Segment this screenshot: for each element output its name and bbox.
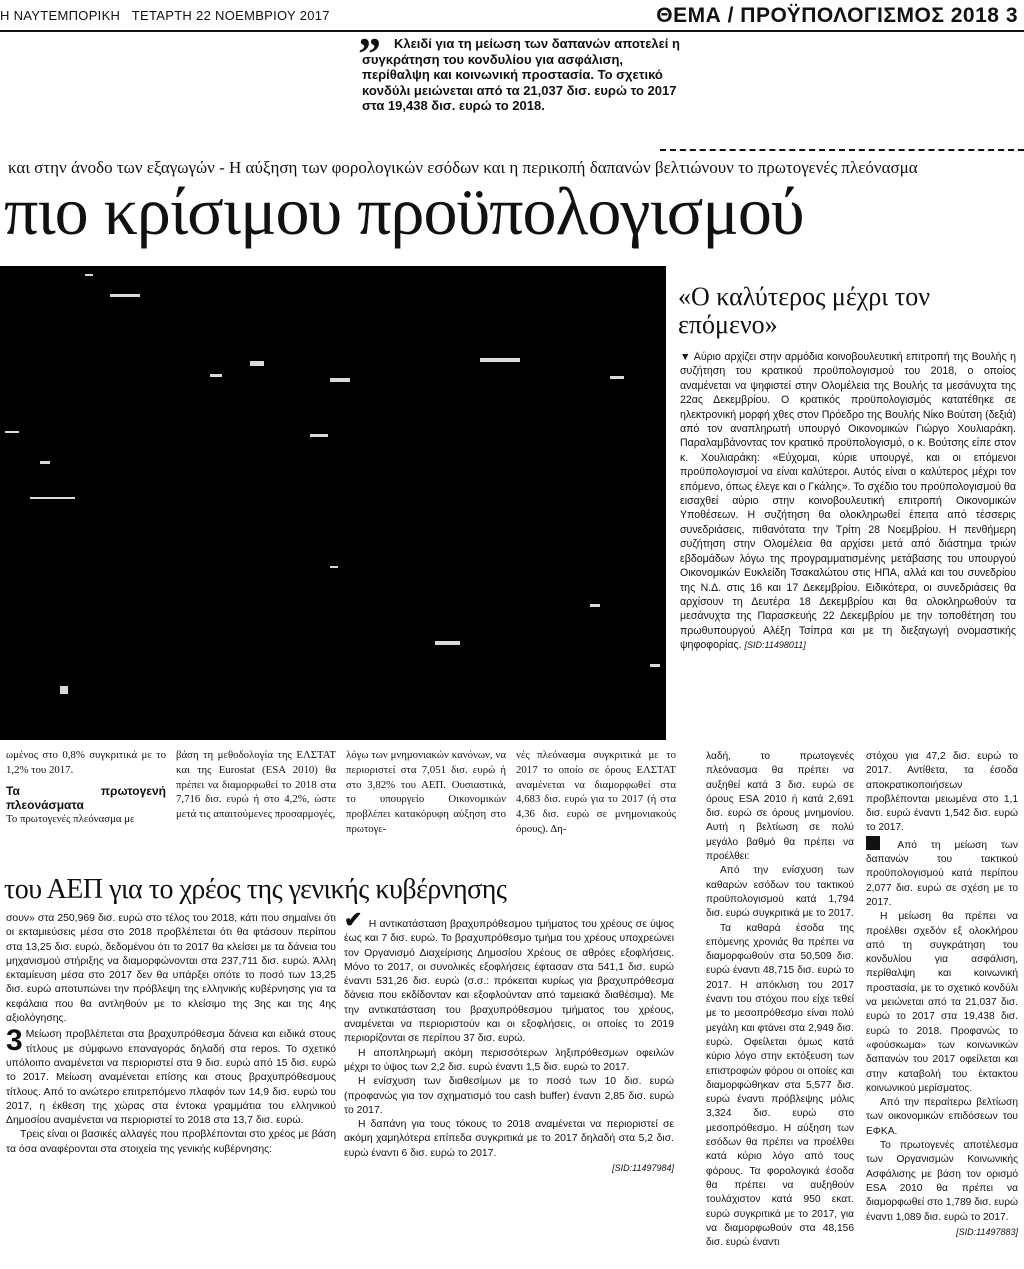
section-title: ΘΕΜΑ / ΠΡΟΫΠΟΛΟΓΙΣΜΟΣ 2018: [656, 4, 1000, 27]
article-column-1: [6, 748, 166, 826]
kicker: και στην άνοδο των εξαγωγών - Η αύξηση των φορολογικών εσόδων και η περικοπή δαπανών βελτιώνουν το πρωτογενές πλεόνασμα: [8, 158, 918, 177]
article-column-right-2: [866, 750, 1018, 1240]
paragraph: σουν» στα 250,969 δισ. ευρώ στο τέλος του 2018, κάτι που σημαίνει ότι οι εκταμιεύσεις μέσα στο 2018 προβλέπεται ότι θα φτάσουν περίπου στα 13,25 δισ. ευρώ, δεδομένου ότι το 2017 θα κλείσει με τα δάνεια του μηχανισμού στήριξης να διαμορφώνονται στα 237,711 δισ. ευρώ. Άλλη εκταμίευση μέσα στο 2017 δεν θα υπάρξει οπότε το ποσό των 13,25 δισ. ευρώ αποτυπώνει την πρόβλεψη της ελληνικής κυβέρνησης για τα κεφάλαια που θα αντληθούν με το κλείσιμο της 3ης και της 4ης αξιολόγησης.: [6, 913, 336, 1025]
paragraph: [6, 1024, 336, 1128]
paragraph: Από την περαίτερω βελτίωση των οικονομικών επιδόσεων του ΕΦΚΑ.: [866, 1097, 1018, 1137]
story-id: [SID:11497984]: [612, 1163, 674, 1174]
header-rule: [0, 30, 1024, 32]
paragraph: Από την ενίσχυση των καθαρών εσόδων του τακτικού προϋπολογισμού κατά 1,794 δισ. ευρώ συγκριτικά με το 2017.: [706, 865, 854, 920]
paragraph: λαδή, το πρωτογενές πλεόνασμα θα πρέπει να αυξηθεί κατά 3 δισ. ευρώ σε όρους ESA 2010 ή κατά 2,691 δισ. ευρώ σε όρους μνημονίου. Αυτή η βελτίωση σε πολύ μεγάλο βαθμό θα πρέπει να προέλθει:: [706, 751, 854, 863]
sidebar-body-text: Αύριο αρχίζει στην αρμόδια κοινοβουλευτική επιτροπή της Βουλής η συζήτηση του κρατικού προϋπολογισμού του 2018, ο οποίος αναμένεται να ψηφιστεί στην Ολομέλεια της Βουλής τα μεσάνυχτα της 22ας Δεκεμβρίου. Ο κρατικός προϋπολογισμός κατατέθηκε σε ηλεκτρονική μορφή χθες στον Πρόεδρο της Βουλής Νίκο Βούτση (δεξιά) από τον αναπληρωτή υπουργό Οικονομικών Γιώργο Χουλιαράκη. Παραλαμβάνοντας τον κρατικό προϋπολογισμό, ο κ. Βούτσης είπε στον κ. Χουλιαράκη: «Εύχομαι, κύριε υπουργέ, και οι επόμενοι προϋπολογισμοί να είναι καλύτεροι. Αυτός είναι ο καλύτερος μέχρι τον επόμενο, όπως έλεγε και ο Γκάλης». Το σχέδιο του προϋπολογισμού θα εισαχθεί αύριο στην κοινοβουλευτική επιτροπή Οικονομικών Υποθέσεων. Η συζήτηση θα ολοκληρωθεί έπειτα από τέσσερις συνεδριάσεις, πιθανότατα την Τρίτη 28 Νοεμβρίου. Η πενθήμερη συζήτηση στην Ολομέλεια θα αρχίσει μετά από διάστημα τριών εβδομάδων λόγω της προγραμματισμένης μετάβασης του υπουργού Οικονομικών Ευκλείδη Τσακαλώτου στις ΗΠΑ, αλλά και του συνεδρίου της Ν.Δ. στις 16 και 17 Δεκεμβρίου. Ειδικότερα, οι συνεδριάσεις θα αρχίσουν τη Δευτέρα 18 Δεκεμβρίου και θα ολοκληρωθούν τα μεσάνυχτα της Παρασκευής 22 Δεκεμβρίου με την τοποθέτηση του πρωθυπουργού Αλέξη Τσίπρα και με τη διεξαγωγή ονομαστικής ψηφοφορίας.: [680, 351, 1016, 652]
decorative-dashes: [660, 149, 1024, 151]
masthead: [0, 8, 330, 23]
article-column-4: νές πλεόνασμα συγκριτικά με το 2017 το οποίο σε όρους ΕΛΣΤΑΤ αναμένεται να διαμορφωθεί στα 4,683 δισ. ευρώ για το 2017 (ή στα 4,36 δισ. ευρώ σε μνημονιακούς όρους). Δη-: [516, 749, 676, 835]
article-column-2: βάση τη μεθοδολογία της ΕΛΣΤΑΤ και της Eurostat (ESA 2010) θα πρέπει να διαμορφωθεί το 2018 στα 7,716 δισ. ευρώ ή στο 4,2%, ώστε μετά τις απαιτούμενες προσαρμογές,: [176, 749, 336, 821]
debt-article-mid: [344, 907, 675, 1176]
paragraph: Τρεις είναι οι βασικές αλλαγές που προβλέπονται στο χρέος με βάση τα όσα αναφέρονται στα στοιχεία της γενικής κυβέρνησης:: [6, 1129, 336, 1155]
paragraph: Το πρωτογενές αποτέλεσμα των Οργανισμών Κοινωνικής Ασφάλισης με βάση τον ορισμό ESA 2010 θα πρέπει να διαμορφωθεί στο 1,789 δισ. ευρώ έναντι 1,089 δισ. ευρώ το 2017.: [866, 1140, 1018, 1223]
paragraph: Η αποπληρωμή ακόμη περισσότερων ληξιπρόθεσμων οφειλών μέχρι το ύψος των 2,2 δισ. ευρώ έναντι 1,5 δισ. ευρώ το 2017.: [344, 1047, 674, 1073]
paragraph-text: Από τη μείωση των δαπανών του τακτικού προϋπολογισμού κατά περίπου 2,077 δισ. ευρώ σε σχέση με το 2017.: [866, 839, 1018, 908]
photo-noise: [0, 266, 666, 740]
sidebar-article: [680, 350, 1016, 653]
article-column-3: λόγω των μνημονιακών κανόνων, να περιοριστεί στα 7,051 δισ. ευρώ ή στο 3,82% του ΑΕΠ. Ουσιαστικά, το υπουργείο Οικονομικών προβλέπει κατακόρυφη αύξηση στο πρωτογε-: [346, 749, 506, 835]
column-text: ωμένος στο 0,8% συγκριτικά με το 1,2% του 2017.: [6, 749, 166, 776]
issue-date: ΤΕΤΑΡΤΗ 22 ΝΟΕΜΒΡΙΟΥ 2017: [131, 8, 330, 23]
headline: πιο κρίσιμου προϋπολογισμού: [4, 173, 804, 249]
column-text: Το πρωτογενές πλεόνασμα με: [6, 812, 135, 825]
paragraph-text: Μείωση προβλέπεται στα βραχυπρόθεσμα δάνεια και ειδικά στους τίτλους με σύμφωνο επαναγοράς δηλαδή στα repos. Το σχετικό υπόλοιπο αναμένεται να περιοριστεί στα 9 δισ. ευρώ από 15 δισ. ευρώ το 2017. Μείωση αναμένεται επίσης και στους βραχυπρόθεσμους τίτλους. Από το ανώτερο επιτρεπόμενο πλαφόν των 14,9 δισ. ευρώ του 2017, η έκθεση της χώρας στα έντοκα γραμμάτια του ελληνικού Δημοσίου αναμένεται να περιοριστεί το 2018 στα 13,7 δισ. ευρώ.: [6, 1029, 336, 1127]
quote-mark-icon: ”: [358, 28, 381, 79]
drop-cap: 3: [6, 1024, 23, 1058]
news-photo: [0, 266, 666, 740]
checkmark-icon: ✔: [344, 907, 363, 932]
story-id: [SID:11498011]: [744, 640, 806, 651]
section-header: [656, 4, 1018, 28]
sub-heading: Τα πρωτογενή πλεονάσματα: [6, 783, 166, 812]
paragraph: [866, 836, 1018, 910]
paragraph-text: Η αντικατάσταση βραχυπρόθεσμου τμήματος του χρέους σε ύψος έως και 7 δισ. ευρώ. Το βραχυπρόθεσμο τμήμα του χρέους υποχρεώνει τον Οργανισμό Διαχείρισης Δημοσίου Χρέους σε αθρόες εξοφλήσεις. Μόνο το 2017, οι συνολικές εξοφλήσεις έφτασαν στα 541,1 δισ. ευρώ έναντι 531,26 δισ. ευρώ (σ.σ.: πρόκειται κυρίως για βραχυπρόθεσμα δάνεια που εκδίδονταν και εξοφλούνταν από ταμειακά διαθέσιμα). Με την αντικατάσταση του βραχυπρόθεσμου τμήματος του χρέους, αναμένεται να περιοριστούν και οι εξοφλήσεις, οι οποίες το 2019 περιορίζονται σε περίπου 37 δισ. ευρώ.: [344, 919, 675, 1045]
paragraph: Η ενίσχυση των διαθεσίμων με το ποσό των 10 δισ. ευρώ (προφανώς για τον σχηματισμό του cash buffer) έναντι 2,85 δισ. ευρώ το 2017.: [344, 1076, 674, 1116]
sidebar-title: «Ο καλύτερος μέχρι τον επόμενο»: [678, 282, 930, 339]
bullet-triangle-icon: ▼: [680, 351, 691, 363]
square-bullet-icon: [866, 836, 880, 850]
publication-name: Η ΝΑΥΤΕΜΠΟΡΙΚΗ: [0, 8, 121, 23]
page-number: 3: [1005, 4, 1018, 27]
paragraph: [344, 907, 675, 1047]
paragraph: Η δαπάνη για τους τόκους το 2018 αναμένεται να περιοριστεί σε ακόμη χαμηλότερα επίπεδα συγκριτικά με το 2017 δηλαδή στα 5,2 δισ. ευρώ έναντι 6 δισ. ευρώ το 2017.: [344, 1119, 674, 1159]
story-id: [SID:11497883]: [956, 1226, 1018, 1237]
paragraph: στόχου για 47,2 δισ. ευρώ το 2017. Αντίθετα, τα έσοδα αποκρατικοποιήσεων προβλέπονται μειωμένα στο 1,1 δισ. ευρώ έναντι 1,542 δισ. ευρώ το 2017.: [866, 751, 1018, 834]
paragraph: Τα καθαρά έσοδα της επόμενης χρονιάς θα πρέπει να διαμορφωθούν στα 50,509 δισ. ευρώ έναντι 48,715 δισ. ευρώ το 2017. Η απόκλιση του 2017 έναντι του στόχου που είχε τεθεί με το μεσοπρόθεσμο είναι πολύ μεγάλη και φτάνει στα 2,949 δισ. ευρώ. Οφείλεται όμως κατά κύριο λόγο στην εκτόξευση των επιστροφών φόρου οι οποίες και διαμορφώθηκαν στα 5,577 δισ. ευρώ έναντι πρόβλεψης μόλις 3,324 δισ. ευρώ στο μεσοπρόθεσμο. Η αύξηση των εσόδων θα πρέπει να προέλθει κατά κύριο λόγο από τους φόρους. Τα φορολογικά έσοδα θα πρέπει να αυξηθούν τουλάχιστον κατά 950 εκατ. ευρώ συγκριτικά με το 2017, για να διαμορφωθούν στα 48,156 δισ. ευρώ έναντι: [706, 922, 854, 1249]
paragraph: Η μείωση θα πρέπει να προέλθει σχεδόν εξ ολοκλήρου από τη συγκράτηση του κονδυλίου για ασφάλιση, περίθαλψη και κοινωνική προστασία, με το σχετικό κονδύλι να μειώνεται από τα 21,037 δισ. ευρώ το 2017 στα 19,438 δισ. ευρώ το 2018. Προφανώς το «φούσκωμα» των κοινωνικών δαπανών του 2017 οφείλεται και στην καταβολή του έκτακτου κοινωνικού μερίσματος.: [866, 911, 1018, 1094]
second-headline: του ΑΕΠ για το χρέος της γενικής κυβέρνησης: [4, 874, 507, 905]
debt-article-left: [6, 912, 336, 1157]
pull-quote: Κλειδί για τη μείωση των δαπανών αποτελεί η συγκράτηση του κονδυλίου για ασφάλιση, περίθαλψη και κοινωνική προστασία. Το σχετικό κονδύλι μειώνεται από τα 21,037 δισ. ευρώ το 2017 στα 19,438 δισ. ευρώ το 2018.: [362, 36, 680, 113]
article-column-right-1: [706, 750, 854, 1250]
